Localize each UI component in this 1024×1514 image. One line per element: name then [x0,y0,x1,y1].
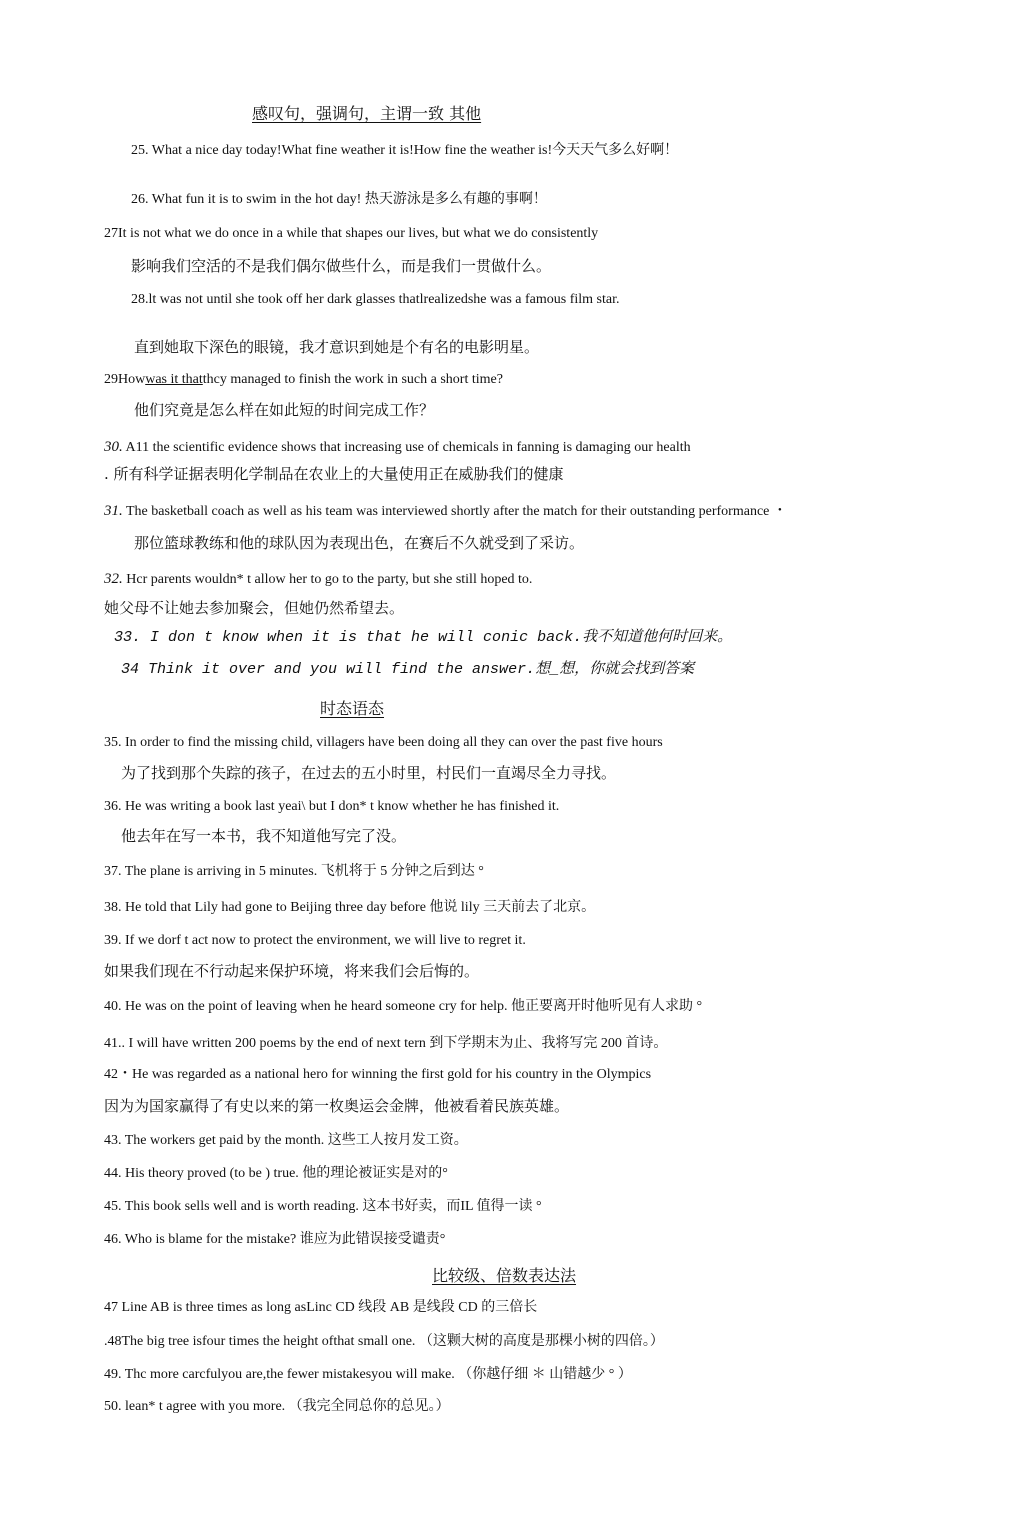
sentence-32-number: 32. [104,571,123,587]
sentence-49: 49. Thc more carcfulyou are,the fewer mistakesyou will make. （你越仔细 ＊ 山错越少 ° ） [104,1367,632,1382]
sentence-30-number: 30. [104,439,123,455]
sentence-31-translation: 那位篮球教练和他的球队因为表现出色，在赛后不久就受到了采访。 [134,534,585,552]
sentence-27: 27It is not what we do once in a while that shapes our lives, but what we do consistently [104,226,599,241]
sentence-29-end: thcy managed to finish the work in such a short time? [202,372,503,387]
sentence-42-translation: 因为为国家赢得了有史以来的第一枚奥运会金牌，他被看着民族英雄。 [104,1097,570,1115]
sentence-34: 34 Think it over and you will find the answer.想_想，你就会找到答案 [121,661,695,678]
sentence-39-translation: 如果我们现在不行动起来保护环境，将来我们会后悔的。 [104,962,480,980]
sentence-38: 38. He told that Lily had gone to Beijing three day before 他说 lily 三天前去了北京。 [104,900,596,915]
sentence-26: 26. What fun it is to swim in the hot day! 热天游泳是多么有趣的事啊！ [131,192,547,207]
sentence-40: 40. He was on the point of leaving when he heard someone cry for help. 他正要离开时他听见有人求助 ° [104,999,703,1014]
sentence-29-underlined: was it that [145,372,203,387]
sentence-27-translation: 影响我们空活的不是我们偶尔做些什么，而是我们一贯做什么。 [131,257,552,275]
sentence-48: .48The big tree isfour times the height ofthat small one. （这颗大树的高度是那棵小树的四倍。） [104,1334,664,1349]
section-heading-comparatives: 比较级、倍数表达法 [432,1266,577,1285]
sentence-25: 25. What a nice day today!What fine weather it is!How fine the weather is!今天天气多么好啊！ [131,143,679,158]
sentence-50: 50. lean* t agree with you more. （我完全同总你的总见。） [104,1399,450,1414]
sentence-35: 35. In order to find the missing child, villagers have been doing all they can over the past five hours [104,735,663,750]
sentence-45: 45. This book sells well and is worth reading. 这本书好卖，而IL 值得一读 ° [104,1199,542,1214]
sentence-30 [104,437,691,458]
section-heading-tense-voice: 时态语态 [320,699,385,718]
sentence-30-text: A11 the scientific evidence shows that increasing use of chemicals in fanning is damaging our health [122,440,691,455]
sentence-37: 37. The plane is arriving in 5 minutes. 飞机将于 5 分钟之后到达 ° [104,864,484,879]
sentence-39: 39. If we dorf t act now to protect the environment, we will live to regret it. [104,933,526,948]
sentence-33: 33. I don t know when it is that he will conic back.我不知道他何时回来。 [114,629,733,646]
section-heading-emphasis: 感叹句，强调句，主谓一致 其他 [252,104,482,123]
sentence-29-translation: 他们究竟是怎么样在如此短的时间完成工作？ [134,401,435,419]
sentence-41: 41.. I will have written 200 poems by the end of next tern 到下学期末为止、我将写完 200 首诗。 [104,1036,668,1051]
sentence-29 [104,370,503,390]
sentence-47: 47 Line AB is three times as long asLinc CD 线段 AB 是线段 CD 的三倍长 [104,1300,538,1315]
sentence-32-text: Hcr parents wouldn* t allow her to go to the party, but she still hoped to. [122,572,533,587]
sentence-28: 28.lt was not until she took off her dark glasses thatlrealizedshe was a famous film star. [131,292,620,307]
sentence-31 [104,501,787,522]
sentence-32 [104,569,532,590]
sentence-35-translation: 为了找到那个失踪的孩子，在过去的五小时里，村民们一直竭尽全力寻找。 [121,764,617,782]
sentence-46: 46. Who is blame for the mistake? 谁应为此错误接受谴责° [104,1232,446,1247]
sentence-30-translation: . 所有科学证据表明化学制品在农业上的大量使用正在威胁我们的健康 [104,465,564,483]
sentence-43: 43. The workers get paid by the month. 这些工人按月发工资。 [104,1133,468,1148]
sentence-29-start: 29How [104,372,146,387]
sentence-36-translation: 他去年在写一本书，我不知道他写完了没。 [121,827,407,845]
sentence-42: 42・He was regarded as a national hero for winning the first gold for his country in the Olympics [104,1067,652,1082]
sentence-44: 44. His theory proved (to be ) true. 他的理论被证实是对的° [104,1166,448,1181]
sentence-32-translation: 她父母不让她去参加聚会，但她仍然希望去。 [104,599,405,617]
sentence-31-text: The basketball coach as well as his team was interviewed shortly after the match for their outstanding performance ・ [122,504,787,519]
sentence-31-number: 31. [104,503,123,519]
sentence-36: 36. He was writing a book last yeai\ but I don* t know whether he has finished it. [104,799,560,814]
sentence-28-translation: 直到她取下深色的眼镜，我才意识到她是个有名的电影明星。 [134,338,540,356]
